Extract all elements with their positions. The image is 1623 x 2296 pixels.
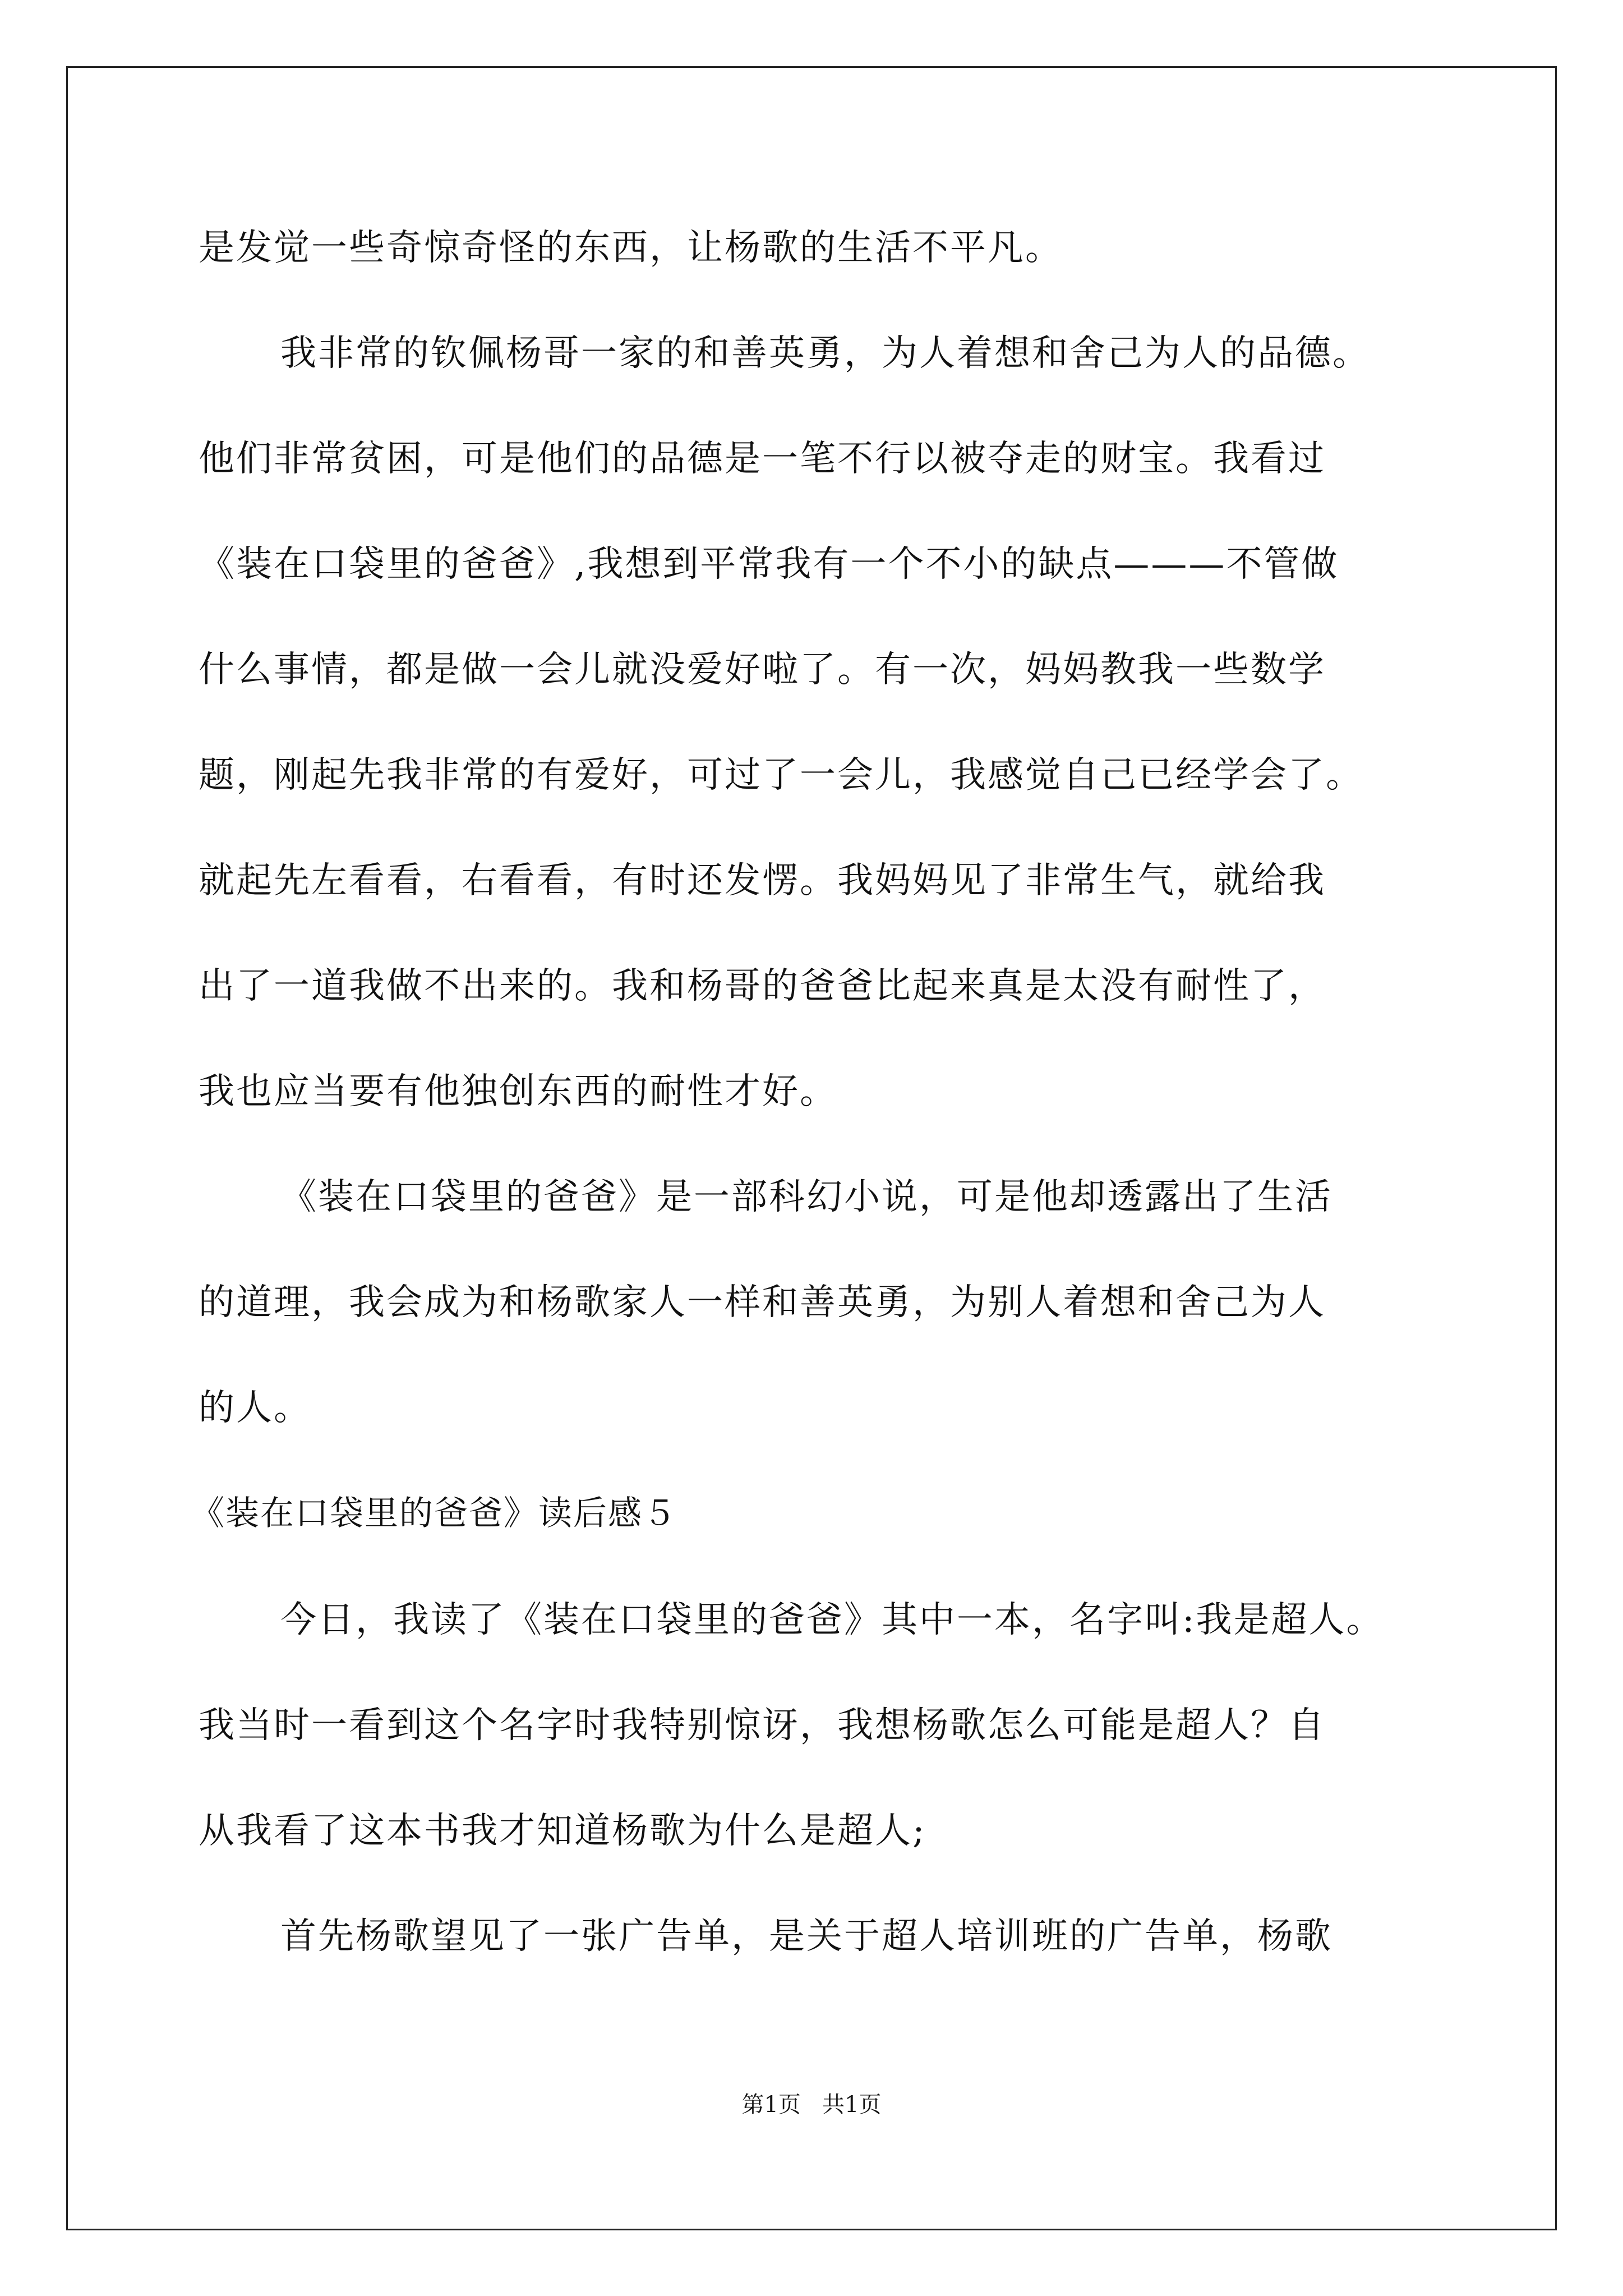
- text-line: 题，刚起先我非常的有爱好，可过了一会儿，我感觉自己已经学会了。: [199, 754, 1363, 796]
- text-line: 他们非常贫困，可是他们的品德是一笔不行以被夺走的财宝。我看过: [199, 438, 1326, 480]
- text-line: 《装在口袋里的爸爸》,我想到平常我有一个不小的缺点———不管做: [199, 544, 1339, 585]
- paragraph-start: 今日，我读了《装在口袋里的爸爸》其中一本，名字叫:我是超人。: [280, 1599, 1384, 1641]
- text-line: 就起先左看看，右看看，有时还发愣。我妈妈见了非常生气，就给我: [199, 860, 1326, 901]
- page-border: [66, 66, 1557, 2230]
- text-line: 是发觉一些奇惊奇怪的东西，让杨歌的生活不平凡。: [199, 227, 1063, 269]
- paragraph-start: 首先杨歌望见了一张广告单，是关于超人培训班的广告单，杨歌: [280, 1916, 1332, 1957]
- text-line: 的人。: [199, 1387, 311, 1429]
- text-line: 从我看了这本书我才知道杨歌为什么是超人;: [199, 1810, 926, 1852]
- paragraph-start: 我非常的钦佩杨哥一家的和善英勇，为人着想和舍己为人的品德。: [280, 333, 1370, 374]
- text-line: 我当时一看到这个名字时我特别惊讶，我想杨歌怎么可能是超人？自: [199, 1705, 1326, 1746]
- page-footer: 第1页 共1页: [741, 2092, 882, 2118]
- section-heading: 《装在口袋里的爸爸》读后感５: [191, 1494, 677, 1533]
- text-line: 什么事情，都是做一会儿就没爱好啦了。有一次，妈妈教我一些数学: [199, 649, 1326, 691]
- paragraph-start: 《装在口袋里的爸爸》是一部科幻小说，可是他却透露出了生活: [280, 1176, 1332, 1218]
- text-line: 我也应当要有他独创东西的耐性才好。: [199, 1071, 837, 1112]
- text-line: 的道理，我会成为和杨歌家人一样和善英勇，为别人着想和舍己为人: [199, 1282, 1326, 1323]
- text-line: 出了一道我做不出来的。我和杨哥的爸爸比起来真是太没有耐性了，: [199, 965, 1326, 1007]
